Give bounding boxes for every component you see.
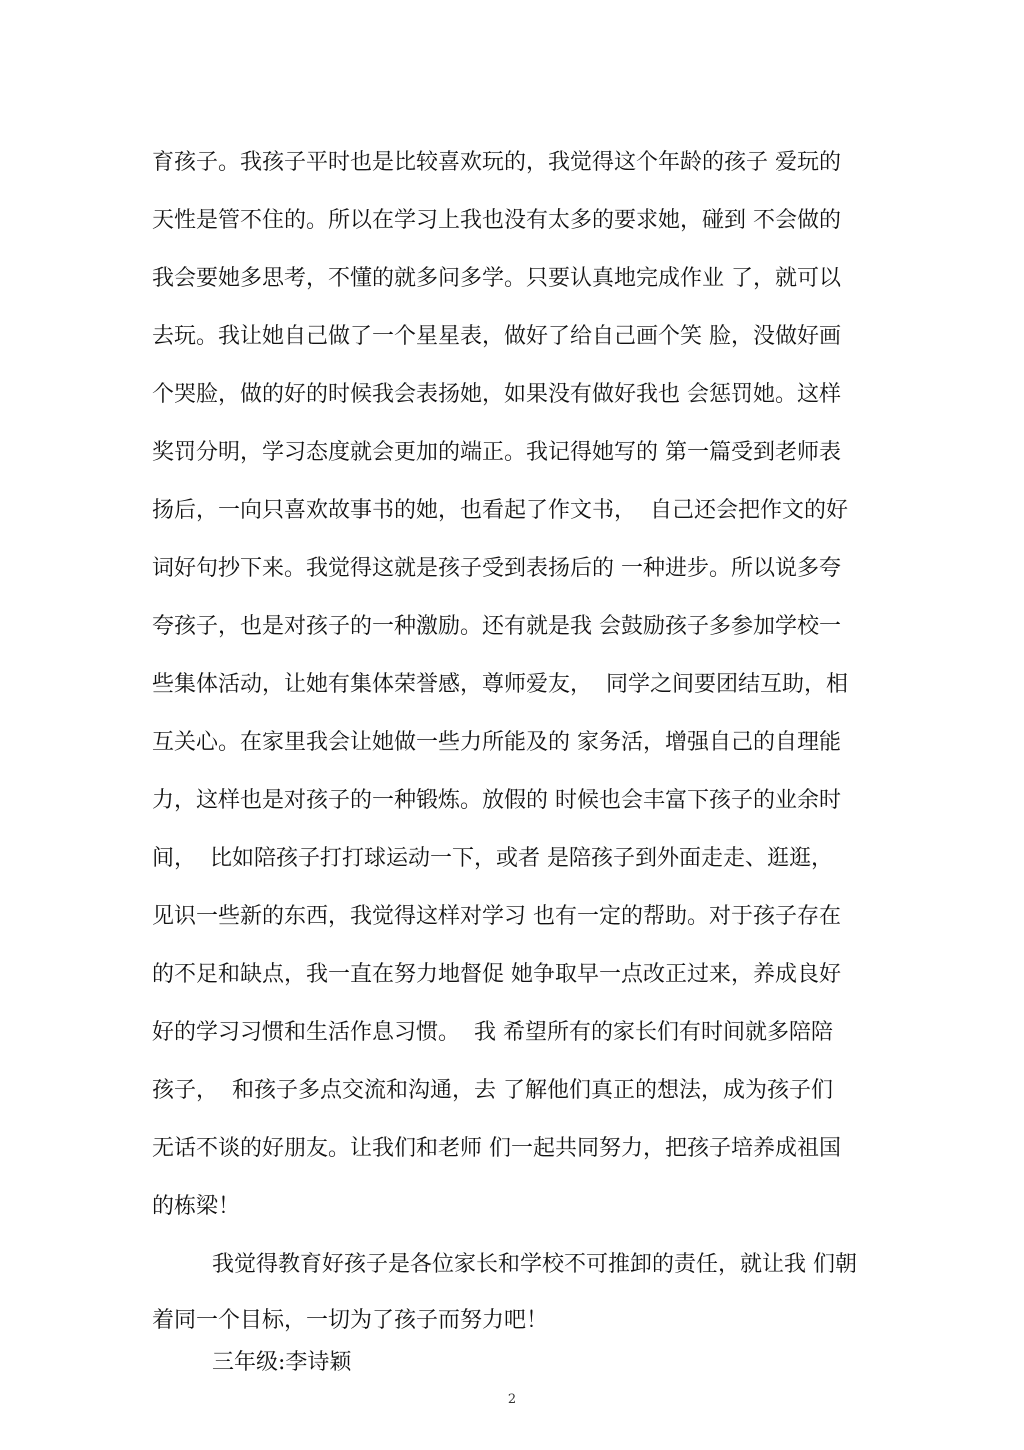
body-line-10: 些集体活动，让她有集体荣誉感，尊师爱友， 同学之间要团结互助，相: [152, 672, 848, 697]
body-line-13: 间， 比如陪孩子打打球运动一下，或者 是陪孩子到外面走走、逛逛，: [152, 846, 833, 871]
body-line-17: 孩子， 和孩子多点交流和沟通，去 了解他们真正的想法，成为孩子们: [152, 1078, 833, 1103]
closing-line-1: 我觉得教育好孩子是各位家长和学校不可推卸的责任，就让我 们朝: [212, 1252, 857, 1277]
body-line-2: 天性是管不住的。所以在学习上我也没有太多的要求她，碰到 不会做的: [152, 208, 841, 233]
body-line-3: 我会要她多思考，不懂的就多问多学。只要认真地完成作业 了，就可以: [152, 266, 841, 291]
body-line-7: 扬后，一向只喜欢故事书的她，也看起了作文书， 自己还会把作文的好: [152, 498, 848, 523]
body-line-1: 育孩子。我孩子平时也是比较喜欢玩的，我觉得这个年龄的孩子 爱玩的: [152, 150, 841, 175]
body-line-14: 见识一些新的东西，我觉得这样对学习 也有一定的帮助。对于孩子存在: [152, 904, 841, 929]
page-number: 2: [507, 1392, 517, 1407]
body-line-5: 个哭脸，做的好的时候我会表扬她，如果没有做好我也 会惩罚她。这样: [152, 382, 841, 407]
body-line-19: 的栋梁！: [152, 1194, 241, 1219]
body-line-9: 夸孩子，也是对孩子的一种激励。还有就是我 会鼓励孩子多参加学校一: [152, 614, 841, 639]
closing-line-2: 着同一个目标，一切为了孩子而努力吧！: [152, 1308, 549, 1333]
body-line-8: 词好句抄下来。我觉得这就是孩子受到表扬后的 一种进步。所以说多夸: [152, 556, 841, 581]
body-line-4: 去玩。我让她自己做了一个星星表，做好了给自己画个笑 脸，没做好画: [152, 324, 841, 349]
body-line-15: 的不足和缺点，我一直在努力地督促 她争取早一点改正过来，养成良好: [152, 962, 841, 987]
body-line-11: 互关心。在家里我会让她做一些力所能及的 家务活，增强自己的自理能: [152, 730, 841, 755]
body-line-12: 力，这样也是对孩子的一种锻炼。放假的 时候也会丰富下孩子的业余时: [152, 788, 841, 813]
body-line-18: 无话不谈的好朋友。让我们和老师 们一起共同努力，把孩子培养成祖国: [152, 1136, 841, 1161]
body-line-6: 奖罚分明，学习态度就会更加的端正。我记得她写的 第一篇受到老师表: [152, 440, 841, 465]
body-line-16: 好的学习习惯和生活作息习惯。 我 希望所有的家长们有时间就多陪陪: [152, 1020, 833, 1045]
signature: 三年级:李诗颖: [212, 1350, 352, 1375]
